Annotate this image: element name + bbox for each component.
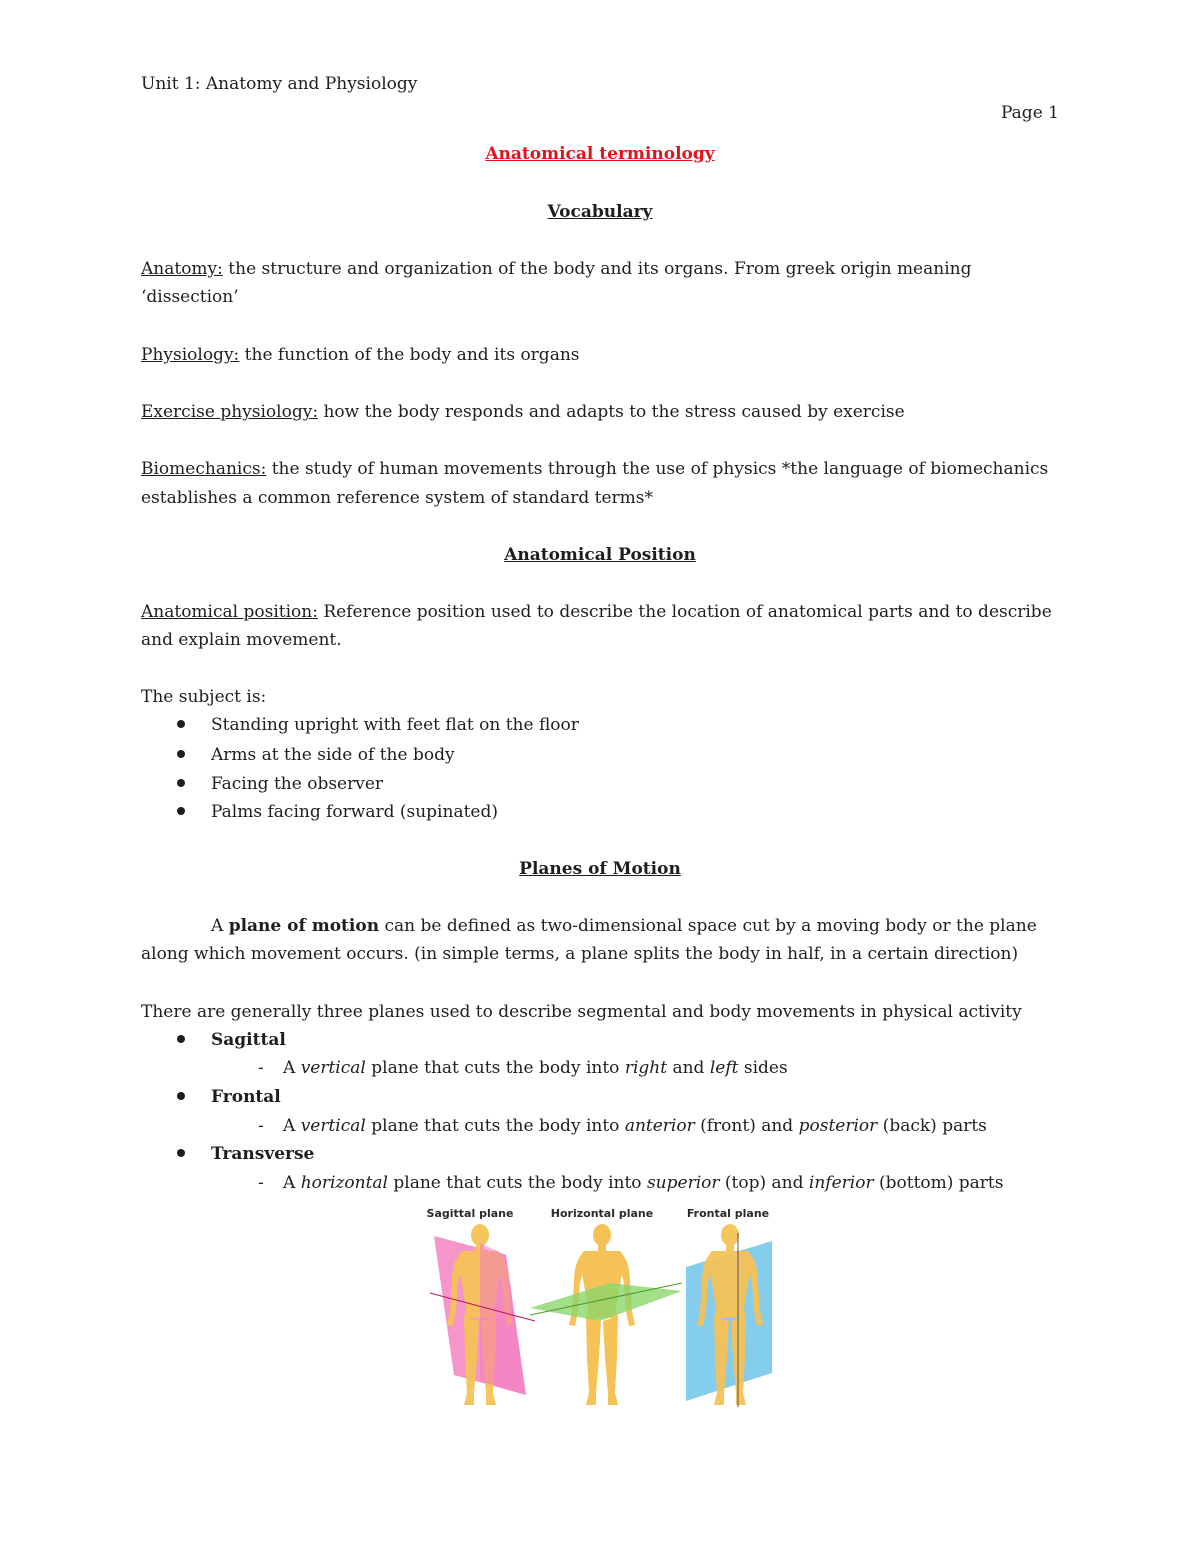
transverse-label (211, 1143, 314, 1165)
plane-of-motion-paragraph (211, 915, 1037, 937)
anatomy-term: Anatomy: (141, 259, 223, 279)
text: posterior (798, 1116, 878, 1136)
bullet-icon (177, 779, 185, 787)
sagittal-description (283, 1057, 788, 1079)
biomechanics-def-line2: establishes a common reference system of standard terms* (141, 488, 653, 508)
running-header: Unit 1: Anatomy and Physiology (141, 74, 418, 94)
text: and (667, 1058, 710, 1078)
physiology-definition (141, 344, 580, 366)
text: plane that cuts the body into (387, 1173, 647, 1193)
planes-figure-svg (420, 1203, 780, 1408)
text: A (283, 1058, 301, 1078)
paragraph-text: can be defined as two-dimensional space cut by a moving body or the plane (379, 916, 1037, 936)
biomechanics-def: the study of human movements through the use of physics *the language of biomechanics (266, 459, 1049, 479)
plane-name: Sagittal (211, 1030, 286, 1050)
frontal-plane-label: Frontal plane (686, 1207, 770, 1220)
text: (back) parts (877, 1116, 987, 1136)
bullet-icon (177, 1035, 185, 1043)
text: right (624, 1058, 668, 1078)
text: (top) and (719, 1173, 809, 1193)
text: horizontal (300, 1173, 388, 1193)
text: vertical (300, 1058, 366, 1078)
text: plane that cuts the body into (365, 1058, 625, 1078)
dash: - (258, 1116, 264, 1136)
horizontal-plane-illustration (530, 1224, 682, 1405)
biomechanics-definition (141, 458, 1048, 480)
anatomical-position-def: Reference position used to describe the location of anatomical parts and to describe (317, 602, 1052, 622)
anatomical-position-definition (141, 601, 1052, 623)
bullet-icon (177, 750, 185, 758)
bullet-icon (177, 807, 185, 815)
list-item: Palms facing forward (supinated) (211, 802, 498, 822)
frontal-label (211, 1086, 281, 1108)
text: superior (646, 1173, 720, 1193)
text: anterior (624, 1116, 695, 1136)
horizontal-plane-label: Horizontal plane (550, 1207, 654, 1220)
physiology-def: the function of the body and its organs (239, 345, 580, 365)
anatomy-def-line2: ‘dissection’ (141, 287, 239, 307)
text: inferior (808, 1173, 874, 1193)
plane-of-motion-paragraph-line2: along which movement occurs. (in simple terms, a plane splits the body in half, in a certain direction) (141, 944, 1019, 964)
bullet-icon (177, 1149, 185, 1157)
text: (front) and (694, 1116, 799, 1136)
physiology-term: Physiology: (141, 345, 240, 365)
frontal-plane-illustration (686, 1224, 772, 1407)
list-item: Facing the observer (211, 774, 384, 794)
anatomy-def: the structure and organization of the body and its organs. From greek origin meaning (222, 259, 972, 279)
exercise-physiology-definition (141, 401, 905, 423)
paragraph-text: A (211, 916, 229, 936)
list-item: Arms at the side of the body (211, 745, 455, 765)
subject-intro: The subject is: (141, 687, 267, 707)
text: (bottom) parts (873, 1173, 1004, 1193)
transverse-description (283, 1172, 1004, 1194)
dash: - (258, 1058, 264, 1078)
text: left (709, 1058, 739, 1078)
text: A (283, 1173, 301, 1193)
sagittal-label (211, 1029, 286, 1051)
sagittal-plane-label: Sagittal plane (426, 1207, 514, 1220)
text: sides (738, 1058, 788, 1078)
bullet-icon (177, 1092, 185, 1100)
plane-of-motion-term: plane of motion (228, 916, 380, 936)
biomechanics-term: Biomechanics: (141, 459, 267, 479)
anatomical-position-term: Anatomical position: (141, 602, 318, 622)
text: plane that cuts the body into (365, 1116, 625, 1136)
plane-name: Frontal (211, 1087, 281, 1107)
page-number: Page 1 (1001, 103, 1059, 123)
plane-name: Transverse (211, 1144, 315, 1164)
anatomical-position-def-line2: and explain movement. (141, 630, 342, 650)
anatomy-definition (141, 258, 971, 280)
text: A (283, 1116, 301, 1136)
sagittal-plane-illustration (430, 1224, 535, 1405)
planes-heading: Planes of Motion (519, 859, 681, 879)
vocabulary-heading: Vocabulary (547, 202, 653, 222)
exercise-physiology-def: how the body responds and adapts to the stress caused by exercise (318, 402, 905, 422)
horizontal-plane-shape (530, 1283, 682, 1321)
dash: - (258, 1173, 264, 1193)
planes-intro: There are generally three planes used to describe segmental and body movements in physical activity (141, 1002, 1022, 1022)
planes-of-motion-figure (420, 1203, 780, 1408)
anatomical-position-heading: Anatomical Position (504, 545, 696, 565)
exercise-physiology-term: Exercise physiology: (141, 402, 319, 422)
bullet-icon (177, 720, 185, 728)
list-item: Standing upright with feet flat on the floor (211, 715, 579, 735)
page-title: Anatomical terminology (485, 144, 715, 164)
frontal-description (283, 1115, 987, 1137)
sagittal-plane-overlay (480, 1243, 526, 1395)
text: vertical (300, 1116, 366, 1136)
